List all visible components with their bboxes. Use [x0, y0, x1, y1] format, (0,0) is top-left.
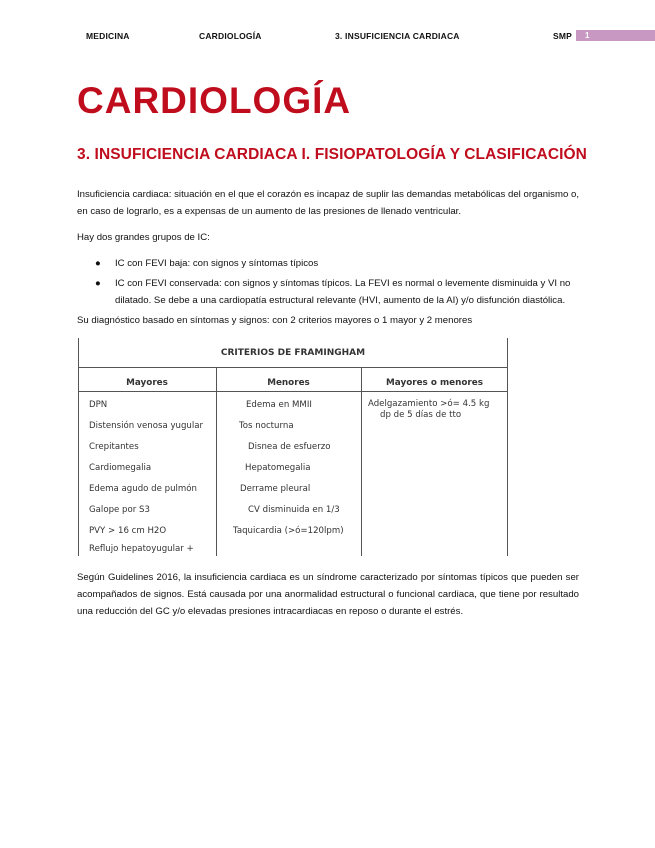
header-subject: MEDICINA: [86, 31, 130, 41]
section-title: 3. INSUFICIENCIA CARDIACA I. FISIOPATOLOGÍA Y CLASIFICACIÓN: [77, 146, 587, 163]
page-title: CARDIOLOGÍA: [77, 80, 352, 121]
column-header-mayores: Mayores: [126, 378, 168, 388]
list-item-text: IC con FEVI conservada: con signos y síntomas típicos. La FEVI es normal o levemente disminuida y VI no dilatado. Se debe a una cardiopatía estructural relevante (HVI, aumento de la AI) y/o disfunción diastólica.: [115, 278, 571, 306]
column-divider: [361, 367, 362, 556]
header-specialty: CARDIOLOGÍA: [199, 31, 262, 41]
column-divider: [216, 367, 217, 556]
header-author: SMP: [553, 31, 573, 41]
table-cell-menores: Derrame pleural: [240, 484, 311, 494]
table-cell-mayores: Galope por S3: [89, 505, 150, 515]
table-border-right: [507, 338, 508, 556]
table-title: CRITERIOS DE FRAMINGHAM: [220, 348, 366, 358]
diagnosis-paragraph: Su diagnóstico basado en síntomas y signos: con 2 criterios mayores o 1 mayor y 2 menores: [77, 315, 473, 326]
column-header-menores: Menores: [267, 378, 310, 388]
table-cell-menores: Taquicardia (>ó=120lpm): [233, 526, 344, 536]
list-item: [77, 275, 579, 309]
table-cell-mayores: Crepitantes: [89, 442, 139, 452]
table-cell-mayores-o-menores: Adelgazamiento >ó= 4.5 kg: [368, 399, 490, 409]
guidelines-paragraph: Según Guidelines 2016, la insuficiencia cardiaca es un síndrome caracterizado por síntomas típicos que pueden ser acompañados de signos. Está causada por una anormalidad estructural o funcional cardiaca, que tiene por resultado una reducción del GC y/o elevadas presiones intracardiacas en reposo o durante el estrés.: [77, 572, 579, 617]
table-cell-mayores: Distensión venosa yugular: [89, 421, 204, 431]
table-cell-mayores: Reflujo hepatoyugular +: [89, 544, 194, 554]
table-border-left: [78, 338, 79, 556]
bullet-icon: ●: [95, 258, 101, 269]
table-cell-menores: Hepatomegalia: [245, 463, 311, 473]
table-cell-menores: Edema en MMII: [246, 400, 312, 410]
table-cell-mayores: Cardiomegalia: [89, 463, 152, 473]
table-cell-mayores-o-menores: dp de 5 días de tto: [380, 410, 462, 420]
list-item: [77, 255, 579, 272]
ic-groups-list: [77, 255, 579, 312]
table-cell-menores: CV disminuida en 1/3: [248, 505, 340, 515]
table-cell-mayores: Edema agudo de pulmón: [89, 484, 197, 494]
bullet-icon: ●: [95, 278, 101, 289]
framingham-table: [78, 338, 508, 556]
table-cell-mayores: PVY > 16 cm H2O: [89, 526, 167, 536]
table-header-divider: [78, 391, 508, 392]
header-chapter: 3. INSUFICIENCIA CARDIACA: [335, 31, 460, 41]
list-item-text: IC con FEVI baja: con signos y síntomas típicos: [115, 258, 319, 269]
page-number: 1: [585, 31, 590, 40]
table-cell-menores: Tos nocturna: [239, 421, 294, 431]
table-cell-mayores: DPN: [89, 400, 108, 410]
column-header-mayores-o-menores: Mayores o menores: [386, 378, 483, 388]
groups-intro: Hay dos grandes grupos de IC:: [77, 232, 210, 243]
table-cell-menores: Disnea de esfuerzo: [248, 442, 331, 452]
intro-paragraph: Insuficiencia cardiaca: situación en el que el corazón es incapaz de suplir las demandas metabólicas del organismo o, en caso de lograrlo, es a expensas de un aumento de las presiones de llenado ventricular.: [77, 189, 579, 217]
table-title-divider: [78, 367, 508, 368]
